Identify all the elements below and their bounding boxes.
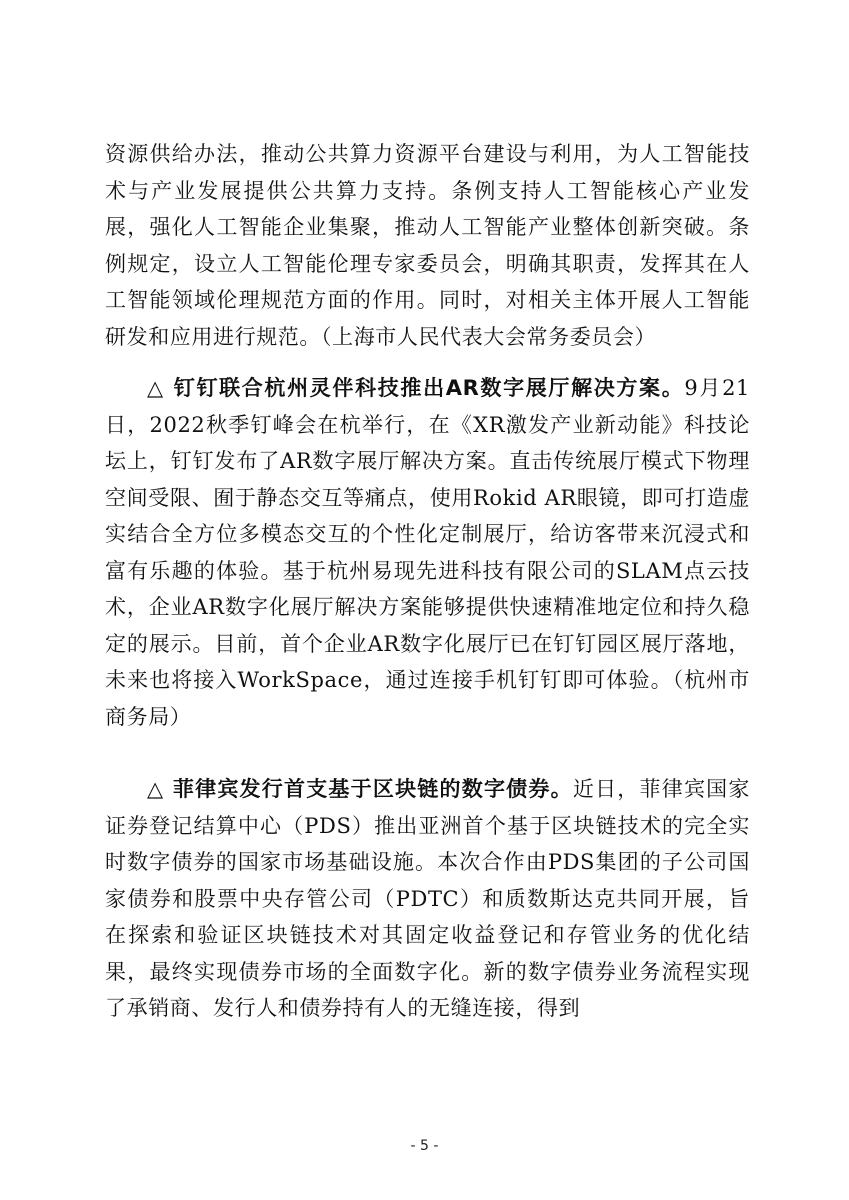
paragraph-heading: △ 钉钉联合杭州灵伴科技推出AR数字展厅解决方案。 <box>147 376 685 400</box>
page-number: - 5 - <box>410 1138 439 1154</box>
paragraph-ai-regulation <box>105 136 750 355</box>
paragraph-body: 近日，菲律宾国家证券登记结算中心（PDS）推出亚洲首个基于区块链技术的完全实时数字债券的国家市场基础设施。本次合作由PDS集团的子公司国家债券和股票中央存管公司（PDTC）和质数斯达克共同开展，旨在探索和验证区块链技术对其固定收益登记和存管业务的优化结果，最终实现债券市场的全面数字化。新的数字债券业务流程实现了承销商、发行人和债券持有人的无缝连接，得到 <box>105 777 750 1020</box>
paragraph-dingtalk-ar <box>105 370 750 735</box>
paragraph-body: 资源供给办法，推动公共算力资源平台建设与利用，为人工智能技术与产业发展提供公共算力支持。条例支持人工智能核心产业发展，强化人工智能企业集聚，推动人工智能产业整体创新突破。条例规定，设立人工智能伦理专家委员会，明确其职责，发挥其在人工智能领域伦理规范方面的作用。同时，对相关主体开展人工智能研发和应用进行规范。（上海市人民代表大会常务委员会） <box>105 142 750 349</box>
paragraph-body: 9月21日，2022秋季钉峰会在杭举行，在《XR激发产业新动能》科技论坛上，钉钉发布了AR数字展厅解决方案。直击传统展厅模式下物理空间受限、囿于静态交互等痛点，使用Rokid AR眼镜，即可打造虚实结合全方位多模态交互的个性化定制展厅，给访客带来沉浸式和富有乐趣的体验。基于杭州易现先进科技有限公司的SLAM点云技术，企业AR数字化展厅解决方案能够提供快速精准地定位和持久稳定的展示。目前，首个企业AR数字化展厅已在钉钉园区展厅落地，未来也将接入WorkSpace，通过连接手机钉钉即可体验。（杭州市商务局） <box>105 376 750 729</box>
paragraph-heading: △ 菲律宾发行首支基于区块链的数字债券。 <box>147 777 573 801</box>
paragraph-philippines-bond <box>105 771 750 1027</box>
